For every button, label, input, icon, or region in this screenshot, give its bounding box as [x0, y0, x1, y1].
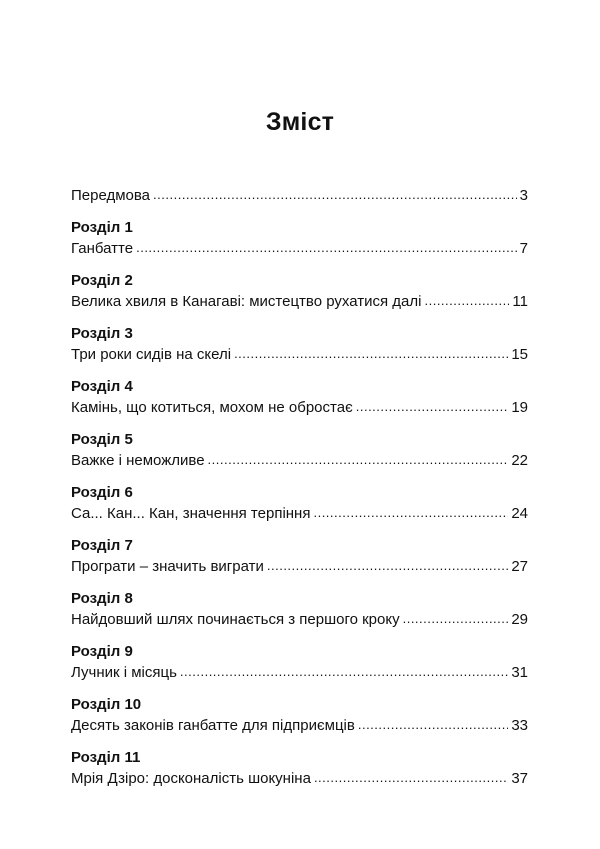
toc-entry-title: Лучник і місяць [71, 664, 177, 681]
toc-page-number: 31 [511, 664, 528, 681]
dot-leader [313, 502, 508, 524]
toc-entry-title: Важке і неможливе [71, 452, 205, 469]
dot-leader [403, 608, 509, 630]
chapter-label: Розділ 6 [71, 484, 133, 501]
toc-page-number: 15 [511, 346, 528, 363]
toc-line [71, 291, 528, 313]
toc-page-number: 27 [511, 558, 528, 575]
toc-page-number: 29 [511, 611, 528, 628]
toc-line [71, 556, 528, 578]
chapter-label: Розділ 2 [71, 272, 133, 289]
toc-line [71, 185, 528, 207]
chapter-label: Розділ 8 [71, 590, 133, 607]
toc-page-number: 37 [511, 770, 528, 787]
chapter-label: Розділ 1 [71, 219, 133, 236]
toc-page-number: 7 [519, 240, 528, 257]
toc-entry-chapter-9 [71, 642, 528, 684]
toc-page-number: 3 [519, 187, 528, 204]
toc-entry-title: Програти – значить виграти [71, 558, 264, 575]
toc-line [71, 662, 528, 684]
dot-leader [234, 343, 508, 365]
toc-page-number: 11 [512, 293, 528, 310]
toc-line [71, 768, 528, 790]
chapter-label: Розділ 3 [71, 325, 133, 342]
toc-entry-chapter-3 [71, 324, 528, 366]
toc-entry-title: Найдовший шлях починається з першого кроку [71, 611, 400, 628]
dot-leader [356, 396, 509, 418]
toc-page-number: 19 [511, 399, 528, 416]
toc-entry-chapter-1 [71, 218, 528, 260]
dot-leader [267, 555, 508, 577]
chapter-label: Розділ 5 [71, 431, 133, 448]
toc-line [71, 397, 528, 419]
toc-entry-preface [71, 185, 528, 207]
dot-leader [358, 714, 508, 736]
toc-line [71, 450, 528, 472]
table-of-contents [71, 185, 528, 790]
toc-entry-title: Передмова [71, 187, 151, 204]
toc-entry-chapter-4 [71, 377, 528, 419]
toc-entry-chapter-8 [71, 589, 528, 631]
toc-entry-title: Десять законів ганбатте для підприємців [71, 717, 355, 734]
dot-leader [136, 237, 517, 259]
toc-entry-title: Велика хвиля в Канагаві: мистецтво рухатися далі [71, 293, 422, 310]
dot-leader [424, 290, 509, 312]
dot-leader [180, 661, 508, 683]
chapter-label: Розділ 7 [71, 537, 133, 554]
toc-page-number: 24 [511, 505, 528, 522]
toc-entry-chapter-6 [71, 483, 528, 525]
toc-page-number: 22 [511, 452, 528, 469]
page-title: Зміст [265, 108, 335, 136]
toc-entry-chapter-11 [71, 748, 528, 790]
toc-entry-title: Са... Кан... Кан, значення терпіння [71, 505, 311, 522]
toc-entry-title: Ганбатте [71, 240, 134, 257]
toc-entry-chapter-5 [71, 430, 528, 472]
toc-line [71, 715, 528, 737]
toc-entry-title: Камінь, що котиться, мохом не обростає [71, 399, 353, 416]
toc-entry-chapter-10 [71, 695, 528, 737]
toc-entry-title: Мрія Дзіро: досконалість шокуніна [71, 770, 311, 787]
dot-leader [314, 767, 508, 789]
chapter-label: Розділ 4 [71, 378, 133, 395]
toc-page-number: 33 [511, 717, 528, 734]
chapter-label: Розділ 11 [71, 749, 141, 766]
toc-entry-chapter-2 [71, 271, 528, 313]
toc-line [71, 238, 528, 260]
dot-leader [208, 449, 509, 471]
toc-line [71, 344, 528, 366]
toc-entry-title: Три роки сидів на скелі [71, 346, 232, 363]
chapter-label: Розділ 10 [71, 696, 142, 713]
toc-line [71, 503, 528, 525]
dot-leader [153, 184, 517, 206]
toc-line [71, 609, 528, 631]
chapter-label: Розділ 9 [71, 643, 133, 660]
toc-entry-chapter-7 [71, 536, 528, 578]
